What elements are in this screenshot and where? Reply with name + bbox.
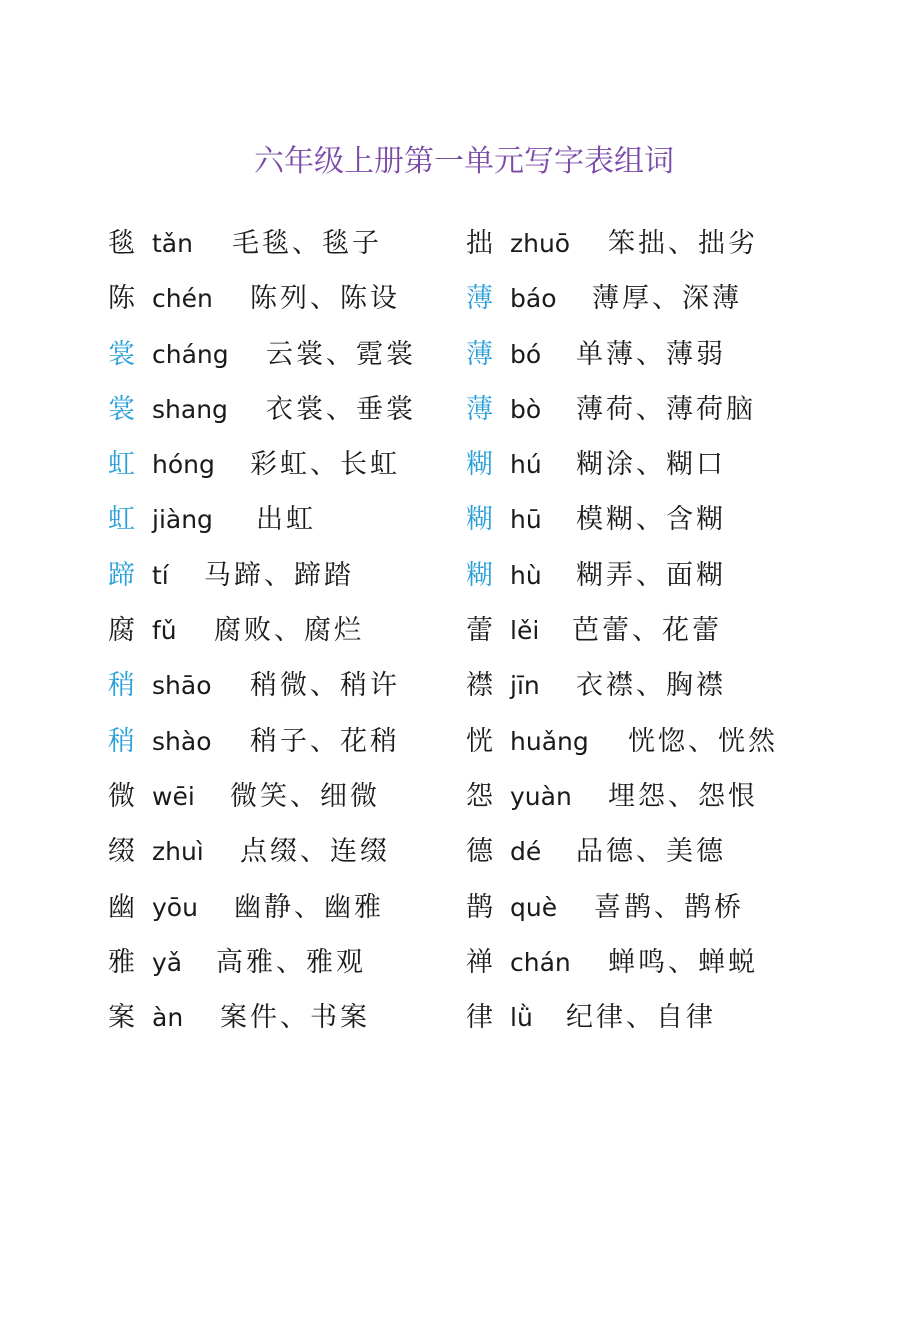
pinyin: wēi bbox=[152, 781, 195, 811]
pinyin: cháng bbox=[152, 339, 229, 369]
word-phrases: 品德、美德 bbox=[576, 836, 726, 868]
word-phrases: 衣裳、垂裳 bbox=[266, 393, 416, 425]
character: 蕾 bbox=[466, 615, 493, 647]
character: 糊 bbox=[466, 504, 493, 536]
word-phrases: 幽静、幽雅 bbox=[234, 891, 384, 923]
pinyin: yuàn bbox=[510, 781, 572, 811]
pinyin: shāo bbox=[152, 671, 212, 701]
page-title: 六年级上册第一单元写字表组词 bbox=[254, 144, 674, 179]
character: 案 bbox=[108, 1002, 135, 1034]
word-phrases: 高雅、雅观 bbox=[216, 946, 366, 978]
word-phrases: 蝉鸣、蝉蜕 bbox=[608, 946, 758, 978]
pinyin: tí bbox=[152, 560, 169, 590]
character: 鹊 bbox=[466, 891, 493, 923]
pinyin: lǜ bbox=[510, 1003, 533, 1033]
word-phrases: 马蹄、蹄踏 bbox=[204, 559, 354, 591]
character: 禅 bbox=[466, 946, 493, 978]
pinyin: hù bbox=[510, 560, 542, 590]
word-phrases: 薄厚、深薄 bbox=[592, 283, 742, 315]
word-phrases: 云裳、霓裳 bbox=[266, 338, 416, 370]
pinyin: chán bbox=[510, 947, 571, 977]
pinyin: báo bbox=[510, 284, 557, 314]
pinyin: hú bbox=[510, 450, 542, 480]
word-phrases: 毛毯、毯子 bbox=[232, 228, 382, 259]
character: 裳 bbox=[108, 393, 135, 425]
pinyin: què bbox=[510, 892, 558, 922]
word-phrases: 点缀、连缀 bbox=[240, 836, 390, 868]
pinyin: yǎ bbox=[152, 947, 183, 977]
character: 律 bbox=[466, 1002, 493, 1034]
character: 幽 bbox=[108, 891, 135, 923]
pinyin: hū bbox=[510, 505, 542, 535]
pinyin: hóng bbox=[152, 450, 215, 480]
character: 薄 bbox=[466, 283, 493, 315]
pinyin: huǎng bbox=[510, 726, 589, 756]
word-phrases: 恍惚、恍然 bbox=[628, 725, 778, 757]
character: 德 bbox=[466, 836, 493, 868]
pinyin: tǎn bbox=[152, 229, 193, 258]
word-phrases: 稍微、稍许 bbox=[250, 670, 400, 702]
character: 腐 bbox=[108, 615, 135, 647]
word-phrases: 糊涂、糊口 bbox=[576, 449, 726, 481]
pinyin: shào bbox=[152, 726, 212, 756]
word-phrases: 微笑、细微 bbox=[230, 780, 380, 812]
word-phrases: 模糊、含糊 bbox=[576, 504, 726, 536]
pinyin: shang bbox=[152, 394, 228, 424]
word-phrases: 糊弄、面糊 bbox=[576, 559, 726, 591]
pinyin: dé bbox=[510, 837, 542, 867]
character: 糊 bbox=[466, 559, 493, 591]
word-phrases: 芭蕾、花蕾 bbox=[572, 615, 722, 647]
pinyin: bò bbox=[510, 394, 542, 424]
character: 缀 bbox=[108, 836, 135, 868]
character: 薄 bbox=[466, 393, 493, 425]
pinyin: jīn bbox=[510, 671, 540, 701]
character: 虹 bbox=[108, 504, 135, 536]
character: 恍 bbox=[466, 725, 493, 757]
word-phrases: 笨拙、拙劣 bbox=[608, 228, 758, 259]
pinyin: bó bbox=[510, 339, 542, 369]
pinyin: zhuō bbox=[510, 229, 571, 258]
pinyin: chén bbox=[152, 284, 213, 314]
word-phrases: 彩虹、长虹 bbox=[250, 449, 400, 481]
word-phrases: 腐败、腐烂 bbox=[214, 615, 364, 647]
word-phrases: 薄荷、薄荷脑 bbox=[576, 393, 756, 425]
word-phrases: 案件、书案 bbox=[220, 1002, 370, 1034]
word-phrases: 埋怨、怨恨 bbox=[608, 780, 758, 812]
character: 虹 bbox=[108, 449, 135, 481]
pinyin: fǔ bbox=[152, 616, 177, 646]
character: 毯 bbox=[108, 228, 135, 259]
word-phrases: 稍子、花稍 bbox=[250, 725, 400, 757]
character: 襟 bbox=[466, 670, 493, 702]
pinyin: lěi bbox=[510, 616, 540, 646]
character: 雅 bbox=[108, 946, 135, 978]
character: 陈 bbox=[108, 283, 135, 315]
pinyin: jiàng bbox=[152, 505, 213, 535]
pinyin: àn bbox=[152, 1003, 184, 1033]
word-phrases: 衣襟、胸襟 bbox=[576, 670, 726, 702]
word-phrases: 出虹 bbox=[256, 504, 316, 536]
character: 蹄 bbox=[108, 559, 135, 591]
character: 稍 bbox=[108, 670, 135, 702]
word-phrases: 单薄、薄弱 bbox=[576, 338, 726, 370]
character: 薄 bbox=[466, 338, 493, 370]
pinyin: yōu bbox=[152, 892, 198, 922]
character: 微 bbox=[108, 780, 135, 812]
pinyin: zhuì bbox=[152, 837, 204, 867]
word-phrases: 陈列、陈设 bbox=[250, 283, 400, 315]
character: 裳 bbox=[108, 338, 135, 370]
word-phrases: 喜鹊、鹊桥 bbox=[594, 891, 744, 923]
word-phrases: 纪律、自律 bbox=[566, 1002, 716, 1034]
character: 糊 bbox=[466, 449, 493, 481]
character: 怨 bbox=[466, 780, 493, 812]
character: 稍 bbox=[108, 725, 135, 757]
character: 拙 bbox=[466, 228, 493, 259]
